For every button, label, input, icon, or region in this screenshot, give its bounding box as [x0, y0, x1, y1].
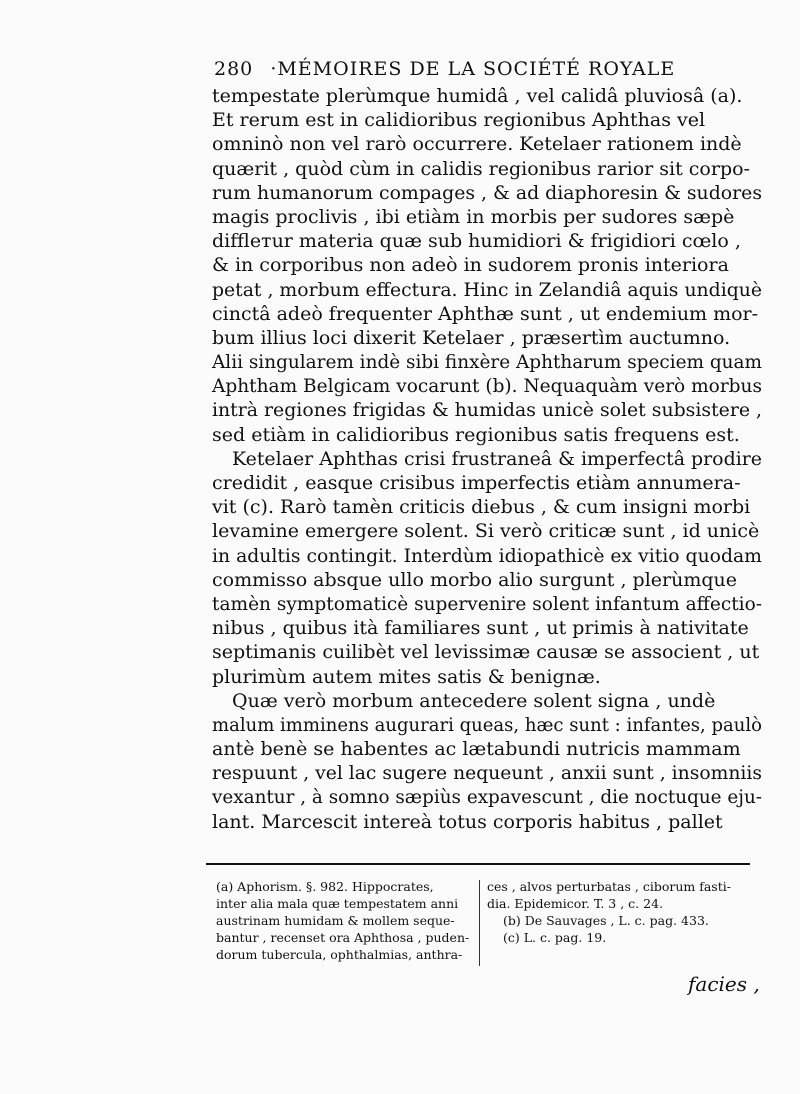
footnote-line: dia. Epidemicor. T. 3 , c. 24.: [487, 896, 663, 911]
text-line: vit (c). Rarò tamèn criticis diebus , & cum insigni morbi: [212, 496, 751, 519]
text-line: petat , morbum effectura. Hinc in Zelandiâ aquis undiquè: [212, 278, 762, 301]
footnote-column-divider: [479, 880, 480, 966]
text-line: tamèn symptomaticè supervenire solent infantum affectio-: [212, 592, 762, 615]
text-line: malum imminens augurari queas, hæc sunt : infantes, paulò: [212, 713, 762, 736]
text-line: intrà regiones frigidas & humidas unicè solet subsistere ,: [212, 399, 762, 422]
text-line: bum illius loci dixerit Ketelaer , præsertìm auctumno.: [212, 326, 731, 349]
text-line: omninò non vel rarò occurrere. Ketelaer rationem indè: [212, 133, 742, 156]
text-line: respuunt , vel lac sugere nequeunt , anxii sunt , insomniis: [212, 762, 762, 785]
running-title: ·MÉMOIRES DE LA SOCIÉTÉ ROYALE: [270, 58, 676, 80]
text-line: Ketelaer Aphthas crisi frustraneâ & imperfectâ prodire: [232, 447, 762, 470]
footnote-line: austrinam humidam & mollem seque-: [216, 913, 455, 928]
footnote-line: ces , alvos perturbatas , ciborum fasti-: [487, 879, 731, 894]
footnote-line: bantur , recenset ora Aphthosa , puden-: [216, 930, 470, 945]
text-line: rum humanorum compages , & ad diaphoresin & sudores: [212, 181, 762, 204]
text-line: nibus , quibus ità familiares sunt , ut primis à nativitate: [212, 617, 749, 640]
text-line: cinctâ adeò frequenter Aphthæ sunt , ut endemium mor-: [212, 302, 759, 325]
text-line: antè benè se habentes ac lætabundi nutricis mammam: [212, 738, 741, 761]
footnote-line: (c) L. c. pag. 19.: [503, 930, 607, 945]
footnote-line: (a) Aphorism. §. 982. Hippocrates,: [216, 879, 434, 894]
text-line: levamine emergere solent. Si verò criticæ sunt , id unicè: [212, 520, 760, 543]
text-line: septimanis cuilibèt vel levissimæ causæ se associent , ut: [212, 641, 760, 664]
text-line: difflетur materia quæ sub humidiori & frigidiori cœlo ,: [212, 230, 741, 253]
text-line: magis proclivis , ibi etiàm in morbis per sudores sæpè: [212, 205, 735, 228]
footnotes-right-column: [487, 878, 767, 946]
text-line: Quæ verò morbum antecedere solent signa , undè: [232, 689, 716, 712]
text-line: Alii singularem indè sibi finxère Aphtharum speciem quam: [212, 351, 762, 374]
text-line: sed etiàm in calidioribus regionibus satis frequens est.: [212, 423, 740, 446]
text-line: in adultis contingit. Interdùm idiopathicè ex vitio quodam: [212, 544, 762, 567]
text-line: credidit , easque crisibus imperfectis etiàm annumera-: [212, 472, 741, 494]
catchword: facies ,: [688, 972, 760, 996]
text-line: vexantur , à somno sæpiùs expavescunt , die noctuque eju-: [212, 786, 762, 809]
text-line: plurimùm autem mites satis & benignæ.: [212, 665, 601, 688]
footnote-line: inter alia mala quæ tempestatem anni: [216, 896, 459, 911]
text-line: & in corporibus non adeò in sudorem pronis interiora: [212, 254, 729, 277]
text-line: Aphtham Belgicam vocarunt (b). Nequaquàm verò morbus: [212, 375, 762, 398]
page-number: 280: [214, 58, 254, 80]
text-line: lant. Marcescit intereà totus corporis habitus , pallet: [212, 810, 723, 833]
text-line: quærit , quòd cùm in calidis regionibus rarior sit corpo-: [212, 157, 750, 180]
footnote-rule: [206, 863, 750, 865]
footnote-line: (b) De Sauvages , L. c. pag. 433.: [503, 913, 709, 928]
text-line: commisso absque ullo morbo alio surgunt , plerùmque: [212, 568, 738, 591]
main-text: [212, 84, 772, 834]
footnotes-left-column: [216, 878, 478, 963]
text-line: Et rerum est in calidioribus regionibus Aphthas vel: [212, 109, 706, 132]
footnote-line: dorum tubercula, ophthalmias, anthra-: [216, 947, 463, 962]
text-line: tempestate plerùmque humidâ , vel calidâ pluviosâ (a).: [212, 85, 743, 107]
page-header: [214, 58, 675, 80]
